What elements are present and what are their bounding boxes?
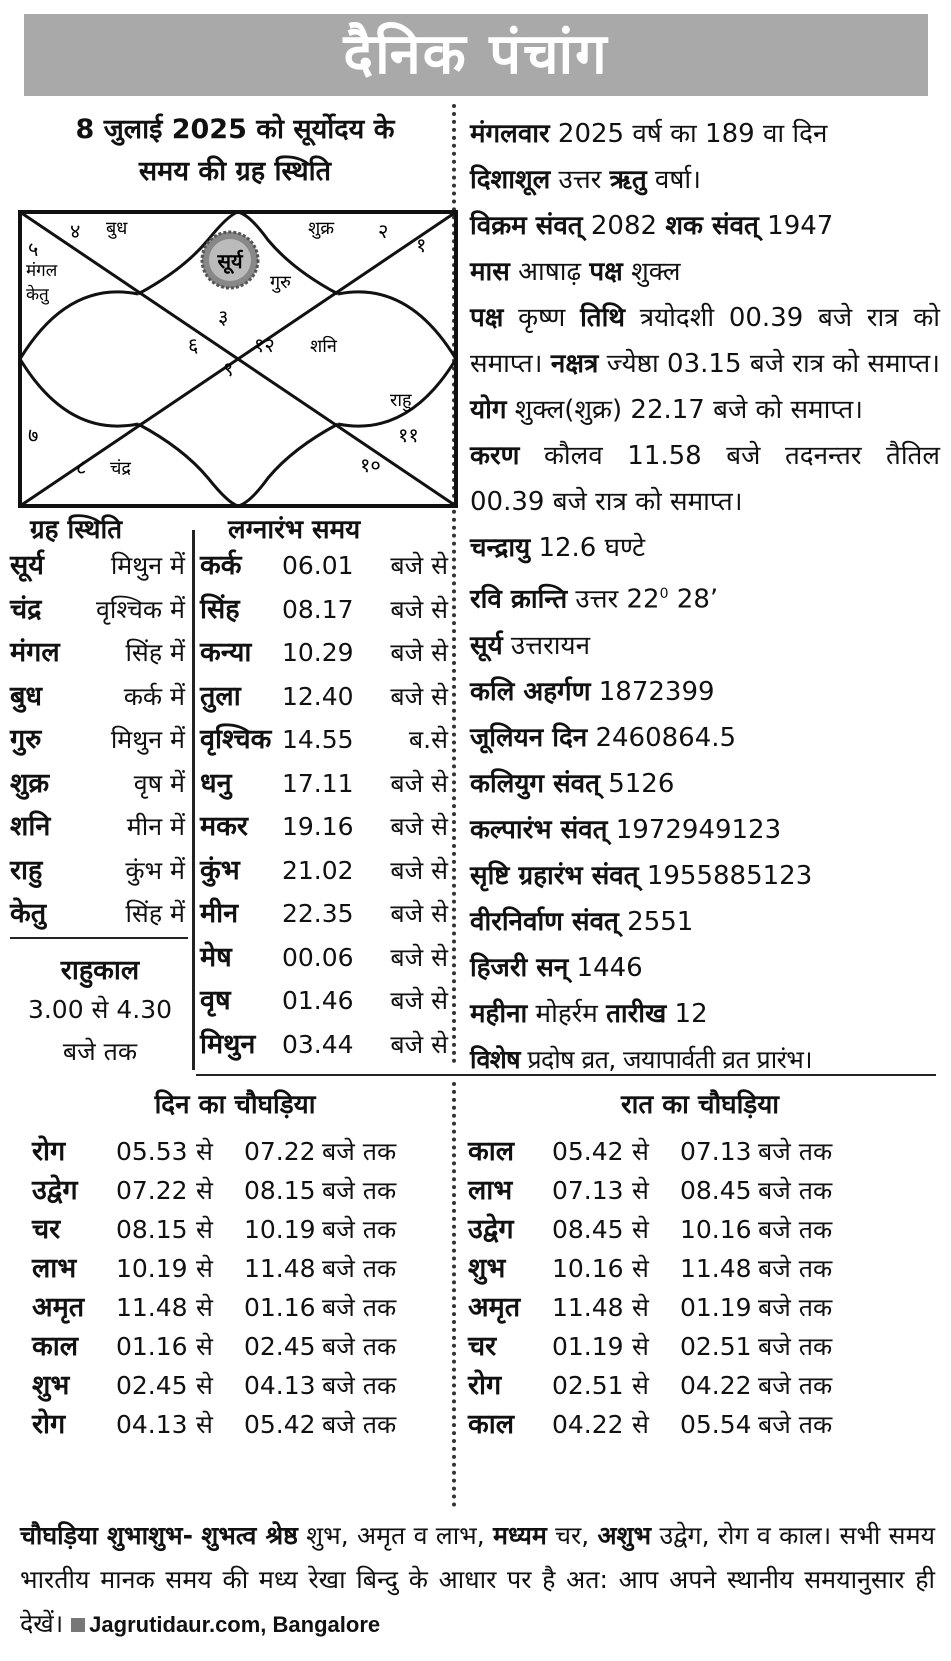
start-time: 02.45 [116, 1371, 188, 1400]
lagna-name: मीन [200, 898, 239, 929]
karan-paragraph [470, 433, 940, 525]
se-label: से [196, 1332, 213, 1361]
label: योग [470, 395, 507, 425]
graha-position: मीन में [126, 812, 185, 841]
label: पक्ष [470, 303, 504, 333]
se-label: से [196, 1215, 213, 1244]
value: ज्येष्ठा 03.15 बजे रात्र को समाप्त। [606, 349, 941, 379]
lagna-row [200, 718, 448, 762]
se-label: से [632, 1410, 649, 1439]
choghadiya-row [468, 1287, 888, 1328]
label: जूलियन दिन [470, 722, 588, 753]
house-num: १० [360, 453, 381, 477]
value: आषाढ़ [518, 257, 582, 287]
label: मास [470, 257, 510, 287]
choghadiya-name: लाभ [32, 1253, 77, 1284]
rahukaal-suffix: बजे तक [62, 1037, 138, 1066]
start-time: 10.19 [116, 1254, 188, 1283]
lagna-name: तुला [200, 680, 241, 712]
graha-position: मिथुन में [110, 725, 185, 754]
graha-name: चंद्र [10, 593, 42, 625]
value: 1955885123 [646, 860, 813, 891]
planet-shani: शनि [310, 336, 337, 357]
lagna-name: सिंह [200, 593, 240, 625]
tak-label: बजे तक [758, 1371, 833, 1400]
tak-label: बजे तक [322, 1137, 397, 1166]
label: सूर्य [470, 630, 503, 661]
start-time: 05.53 [116, 1137, 188, 1166]
value: कृष्ण [518, 303, 566, 333]
label: विशेष [470, 1044, 521, 1074]
choghadiya-name: चर [468, 1331, 497, 1362]
lagna-suffix: बजे से [390, 899, 448, 928]
choghadiya-name: काल [468, 1409, 515, 1440]
end-time: 01.16 [244, 1293, 316, 1322]
house-num: ७ [28, 423, 39, 447]
graha-position: वृष में [133, 768, 185, 798]
graha-name: शुक्र [10, 767, 50, 799]
choghadiya-row [32, 1170, 452, 1211]
degree-sup: 0 [659, 586, 669, 602]
panchang-info [470, 111, 940, 1083]
graha-name: शनि [10, 811, 51, 842]
tak-label: बजे तक [322, 1410, 397, 1439]
graha-sthiti-heading: ग्रह स्थिति [30, 515, 123, 545]
rahukaal-time: 3.00 से 4.30 [27, 995, 173, 1024]
house-num: ५ [28, 237, 39, 261]
lagna-suffix: बजे से [390, 812, 448, 841]
tak-label: बजे तक [758, 1215, 833, 1244]
graha-row [0, 588, 185, 632]
house-num: १२ [254, 333, 275, 357]
lagna-time: 14.55 [282, 725, 354, 754]
value: शुक्ल [631, 257, 681, 287]
end-time: 08.45 [680, 1176, 752, 1205]
label: चौघड़िया शुभाशुभ- [20, 1521, 193, 1550]
choghadiya-row [32, 1326, 452, 1367]
start-time: 11.48 [116, 1293, 188, 1322]
value: 2082 [590, 211, 658, 241]
choghadiya-name: शुभ [468, 1253, 506, 1284]
value: मोहर्रम [535, 998, 598, 1029]
lagna-row [200, 631, 448, 675]
end-time: 11.48 [244, 1254, 316, 1283]
graha-position: वृश्चिक में [96, 594, 185, 624]
raat-choghadiya-heading: रात का चौघड़िया [620, 1090, 780, 1120]
start-time: 11.48 [552, 1293, 624, 1322]
lagna-row [200, 849, 448, 893]
value: शुक्ल(शुक्र) 22.17 बजे को समाप्त। [514, 395, 864, 425]
se-label: से [196, 1293, 213, 1322]
day-of-year: 2025 वर्ष का 189 वा दिन [557, 119, 828, 149]
graha-row [0, 544, 185, 588]
graha-name: बुध [10, 680, 43, 712]
lagna-name: कर्क [200, 550, 242, 581]
house-num: ६ [188, 333, 199, 357]
end-time: 01.19 [680, 1293, 752, 1322]
value: 2460864.5 [595, 722, 737, 753]
end-time: 08.15 [244, 1176, 316, 1205]
house-num: १ [416, 233, 427, 257]
site-credit: Jagrutidaur.com, Bangalore [89, 1612, 381, 1637]
planet-guru: गुरु [270, 272, 291, 293]
se-label: से [632, 1293, 649, 1322]
table-divider [192, 530, 195, 1070]
lagna-time: 01.46 [282, 986, 354, 1015]
choghadiya-name: शुभ [32, 1370, 70, 1401]
label: तिथि [580, 303, 625, 333]
start-time: 07.13 [552, 1176, 624, 1205]
choghadiya-name: रोग [32, 1409, 66, 1440]
planet-mangal: मंगल [26, 261, 58, 281]
choghadiya-name: काल [468, 1136, 515, 1167]
end-time: 02.45 [244, 1332, 316, 1361]
start-time: 10.16 [552, 1254, 624, 1283]
start-time: 05.42 [552, 1137, 624, 1166]
label: रवि क्रान्ति [470, 584, 568, 615]
tak-label: बजे तक [758, 1332, 833, 1361]
value: उत्तरायन [510, 630, 591, 661]
start-time: 01.19 [552, 1332, 624, 1361]
label: कलि अहर्गण [470, 676, 591, 707]
se-label: से [196, 1371, 213, 1400]
value: उत्तर 22 [575, 584, 660, 615]
value: प्रदोष व्रत, जयापार्वती व्रत प्रारंभ। [527, 1044, 813, 1074]
label: वीरनिर्वाण संवत् [470, 906, 619, 937]
label: शक संवत् [665, 211, 759, 241]
label: तारीख [606, 998, 667, 1029]
lagna-name: वृष [200, 985, 231, 1016]
se-label: से [632, 1176, 649, 1205]
house-num: २ [378, 219, 389, 243]
choghadiya-name: उद्वेग [32, 1175, 78, 1206]
value: चर, [555, 1521, 590, 1550]
graha-row [0, 892, 185, 936]
tak-label: बजे तक [758, 1137, 833, 1166]
choghadiya-name: लाभ [468, 1175, 513, 1206]
value: 2551 [627, 906, 694, 937]
value: 12 [674, 998, 708, 1029]
choghadiya-name: उद्वेग [468, 1214, 514, 1245]
footer-note [20, 1514, 935, 1647]
tak-label: बजे तक [322, 1176, 397, 1205]
planet-surya: सूर्य [217, 249, 243, 273]
end-time: 04.13 [244, 1371, 316, 1400]
choghadiya-name: काल [32, 1331, 79, 1362]
lagna-time: 19.16 [282, 812, 354, 841]
graha-position: कर्क में [123, 681, 185, 711]
value: 1872399 [598, 676, 715, 707]
graha-row [0, 849, 185, 893]
lagna-suffix: बजे से [390, 942, 448, 972]
choghadiya-row [468, 1248, 888, 1289]
rahukaal-divider [10, 937, 188, 939]
planet-ketu: केतु [26, 285, 49, 305]
tithi-paragraph [470, 295, 940, 433]
choghadiya-name: अमृत [32, 1292, 85, 1323]
value: वर्षा। [654, 165, 701, 195]
column-divider-lower [452, 1082, 456, 1507]
label: नक्षत्र [550, 349, 599, 379]
lagna-row [200, 979, 448, 1023]
choghadiya-row [32, 1209, 452, 1250]
choghadiya-row [32, 1287, 452, 1328]
value: 5126 [608, 768, 675, 799]
weekday: मंगलवार [470, 119, 550, 149]
lagna-name: कुंभ [200, 854, 240, 886]
se-label: से [196, 1254, 213, 1283]
start-time: 07.22 [116, 1176, 188, 1205]
se-label: से [196, 1137, 213, 1166]
label: हिजरी सन् [470, 952, 569, 983]
din-choghadiya-heading: दिन का चौघड़िया [154, 1090, 316, 1120]
choghadiya-row [468, 1365, 888, 1406]
page-title: दैनिक पंचांग [24, 14, 928, 96]
label: अशुभ [597, 1521, 652, 1550]
tak-label: बजे तक [322, 1371, 397, 1400]
se-label: से [632, 1137, 649, 1166]
lagna-row [200, 1023, 448, 1067]
label: महीना [470, 998, 528, 1029]
chart-heading-line2: समय की ग्रह स्थिति [138, 156, 332, 187]
graha-position: सिंह में [125, 899, 185, 928]
lagna-time: 03.44 [282, 1029, 354, 1059]
end-time: 10.19 [244, 1215, 316, 1244]
lagna-row [200, 675, 448, 719]
label: पक्ष [589, 257, 623, 287]
value: उत्तर [558, 165, 602, 195]
value: उद्वेग, रोग व काल। सभी समय भारतीय मानक समय की मध्य रेखा बिन्दु के आधार पर है अत: आप अपने स्थानीय समयानुसार ही देखें। [20, 1521, 936, 1638]
value: त्रयोदशी 00.39 बजे रात्र को समाप्त। [470, 303, 941, 379]
graha-row [0, 631, 185, 675]
lagna-time: 08.17 [282, 594, 354, 624]
start-time: 02.51 [552, 1371, 624, 1400]
lagnarambh-heading: लग्नारंभ समय [228, 515, 361, 545]
choghadiya-row [32, 1404, 452, 1445]
lagna-time: 22.35 [282, 899, 354, 928]
graha-row [0, 762, 185, 806]
end-time: 11.48 [680, 1254, 752, 1283]
tak-label: बजे तक [322, 1293, 397, 1322]
choghadiya-row [468, 1404, 888, 1445]
house-num: ८ [76, 455, 87, 479]
tak-label: बजे तक [322, 1215, 397, 1244]
label: विक्रम संवत् [470, 211, 583, 241]
tak-label: बजे तक [322, 1332, 397, 1361]
lagna-row [200, 936, 448, 980]
end-time: 07.13 [680, 1137, 752, 1166]
lagna-suffix: बजे से [390, 1029, 448, 1059]
graha-name: मंगल [10, 637, 60, 668]
lagna-row [200, 762, 448, 806]
se-label: से [632, 1215, 649, 1244]
chart-heading-line1: 8 जुलाई 2025 को सूर्योदय के [75, 114, 395, 145]
end-time: 05.42 [244, 1410, 316, 1439]
value: 1446 [576, 952, 643, 983]
graha-name: केतु [10, 898, 47, 929]
label: मध्यम [493, 1521, 547, 1550]
end-time: 04.22 [680, 1371, 752, 1400]
lagna-name: मकर [200, 811, 248, 842]
choghadiya-name: रोग [32, 1136, 66, 1167]
value: शुभ, अमृत व लाभ, [306, 1521, 485, 1550]
graha-row [0, 805, 185, 849]
start-time: 08.15 [116, 1215, 188, 1244]
tak-label: बजे तक [322, 1254, 397, 1283]
lagna-row [200, 805, 448, 849]
label: सृष्टि ग्रहारंभ संवत् [470, 860, 639, 891]
choghadiya-row [468, 1131, 888, 1172]
se-label: से [632, 1332, 649, 1361]
lagna-row [200, 892, 448, 936]
lagna-suffix: बजे से [390, 681, 448, 711]
lagna-name: वृश्चिक [200, 724, 272, 755]
lagna-suffix: बजे से [390, 551, 448, 580]
label: शुभत्व श्रेष्ठ [201, 1521, 298, 1550]
lagna-time: 06.01 [282, 551, 354, 580]
label: दिशाशूल [470, 165, 551, 195]
end-time: 05.54 [680, 1410, 752, 1439]
lagna-name: मिथुन [200, 1028, 256, 1060]
label: ऋतु [609, 165, 647, 195]
choghadiya-row [468, 1209, 888, 1250]
lagna-suffix: ब.से [408, 725, 448, 754]
lagna-name: धनु [200, 767, 232, 799]
end-time: 02.51 [680, 1332, 752, 1361]
label: करण [470, 441, 520, 471]
planet-shukra: शुक्र [308, 218, 335, 239]
lagna-time: 00.06 [282, 942, 354, 972]
lagna-row [200, 544, 448, 588]
value: 1972949123 [615, 814, 782, 845]
tak-label: बजे तक [758, 1254, 833, 1283]
choghadiya-row [32, 1131, 452, 1172]
se-label: से [196, 1410, 213, 1439]
square-bullet-icon [71, 1618, 85, 1632]
label: कल्पारंभ संवत् [470, 814, 608, 845]
house-num: ४ [70, 219, 81, 243]
lagna-suffix: बजे से [390, 986, 448, 1015]
choghadiya-name: चर [32, 1214, 61, 1245]
house-num: ३ [218, 305, 229, 329]
choghadiya-row [468, 1170, 888, 1211]
choghadiya-name: रोग [468, 1370, 502, 1401]
tak-label: बजे तक [758, 1293, 833, 1322]
house-num: ९ [223, 357, 234, 381]
graha-row [0, 718, 185, 762]
end-time: 07.22 [244, 1137, 316, 1166]
lagna-time: 17.11 [282, 768, 354, 798]
graha-position: कुंभ में [125, 855, 185, 885]
se-label: से [196, 1176, 213, 1205]
lagna-suffix: बजे से [390, 768, 448, 798]
lagna-suffix: बजे से [390, 594, 448, 624]
lagna-time: 21.02 [282, 855, 354, 885]
start-time: 04.13 [116, 1410, 188, 1439]
graha-position: सिंह में [125, 638, 185, 667]
lagna-name: कन्या [200, 637, 252, 668]
lagna-time: 10.29 [282, 638, 354, 667]
end-time: 10.16 [680, 1215, 752, 1244]
label: कलियुग संवत् [470, 768, 600, 799]
lagna-time: 12.40 [282, 681, 354, 711]
value: 28’ [676, 584, 719, 615]
choghadiya-row [32, 1248, 452, 1289]
planet-rahu: राहु [390, 390, 412, 411]
lagna-suffix: बजे से [390, 855, 448, 885]
tak-label: बजे तक [758, 1410, 833, 1439]
planet-budh: बुध [106, 218, 128, 239]
start-time: 08.45 [552, 1215, 624, 1244]
graha-row [0, 675, 185, 719]
choghadiya-row [468, 1326, 888, 1367]
se-label: से [632, 1254, 649, 1283]
choghadiya-row [32, 1365, 452, 1406]
value: कौलव 11.58 बजे तदनन्तर तैतिल 00.39 बजे रात्र को समाप्त। [470, 441, 941, 517]
graha-name: राहु [10, 854, 43, 886]
tak-label: बजे तक [758, 1176, 833, 1205]
graha-name: गुरु [10, 724, 42, 755]
se-label: से [632, 1371, 649, 1400]
lagna-row [200, 588, 448, 632]
value: 12.6 घण्टे [538, 533, 646, 563]
house-num: ११ [398, 423, 419, 447]
start-time: 01.16 [116, 1332, 188, 1361]
graha-name: सूर्य [10, 550, 44, 581]
label: चन्द्रायु [470, 533, 531, 563]
kundli-chart [18, 210, 458, 508]
choghadiya-name: अमृत [468, 1292, 521, 1323]
rahukaal-heading: राहुकाल [60, 955, 140, 986]
graha-position: मिथुन में [110, 551, 185, 580]
value: 1947 [767, 211, 834, 241]
lagna-suffix: बजे से [390, 638, 448, 667]
start-time: 04.22 [552, 1410, 624, 1439]
lagna-name: मेष [200, 941, 232, 973]
planet-chandra: चंद्र [110, 458, 131, 479]
